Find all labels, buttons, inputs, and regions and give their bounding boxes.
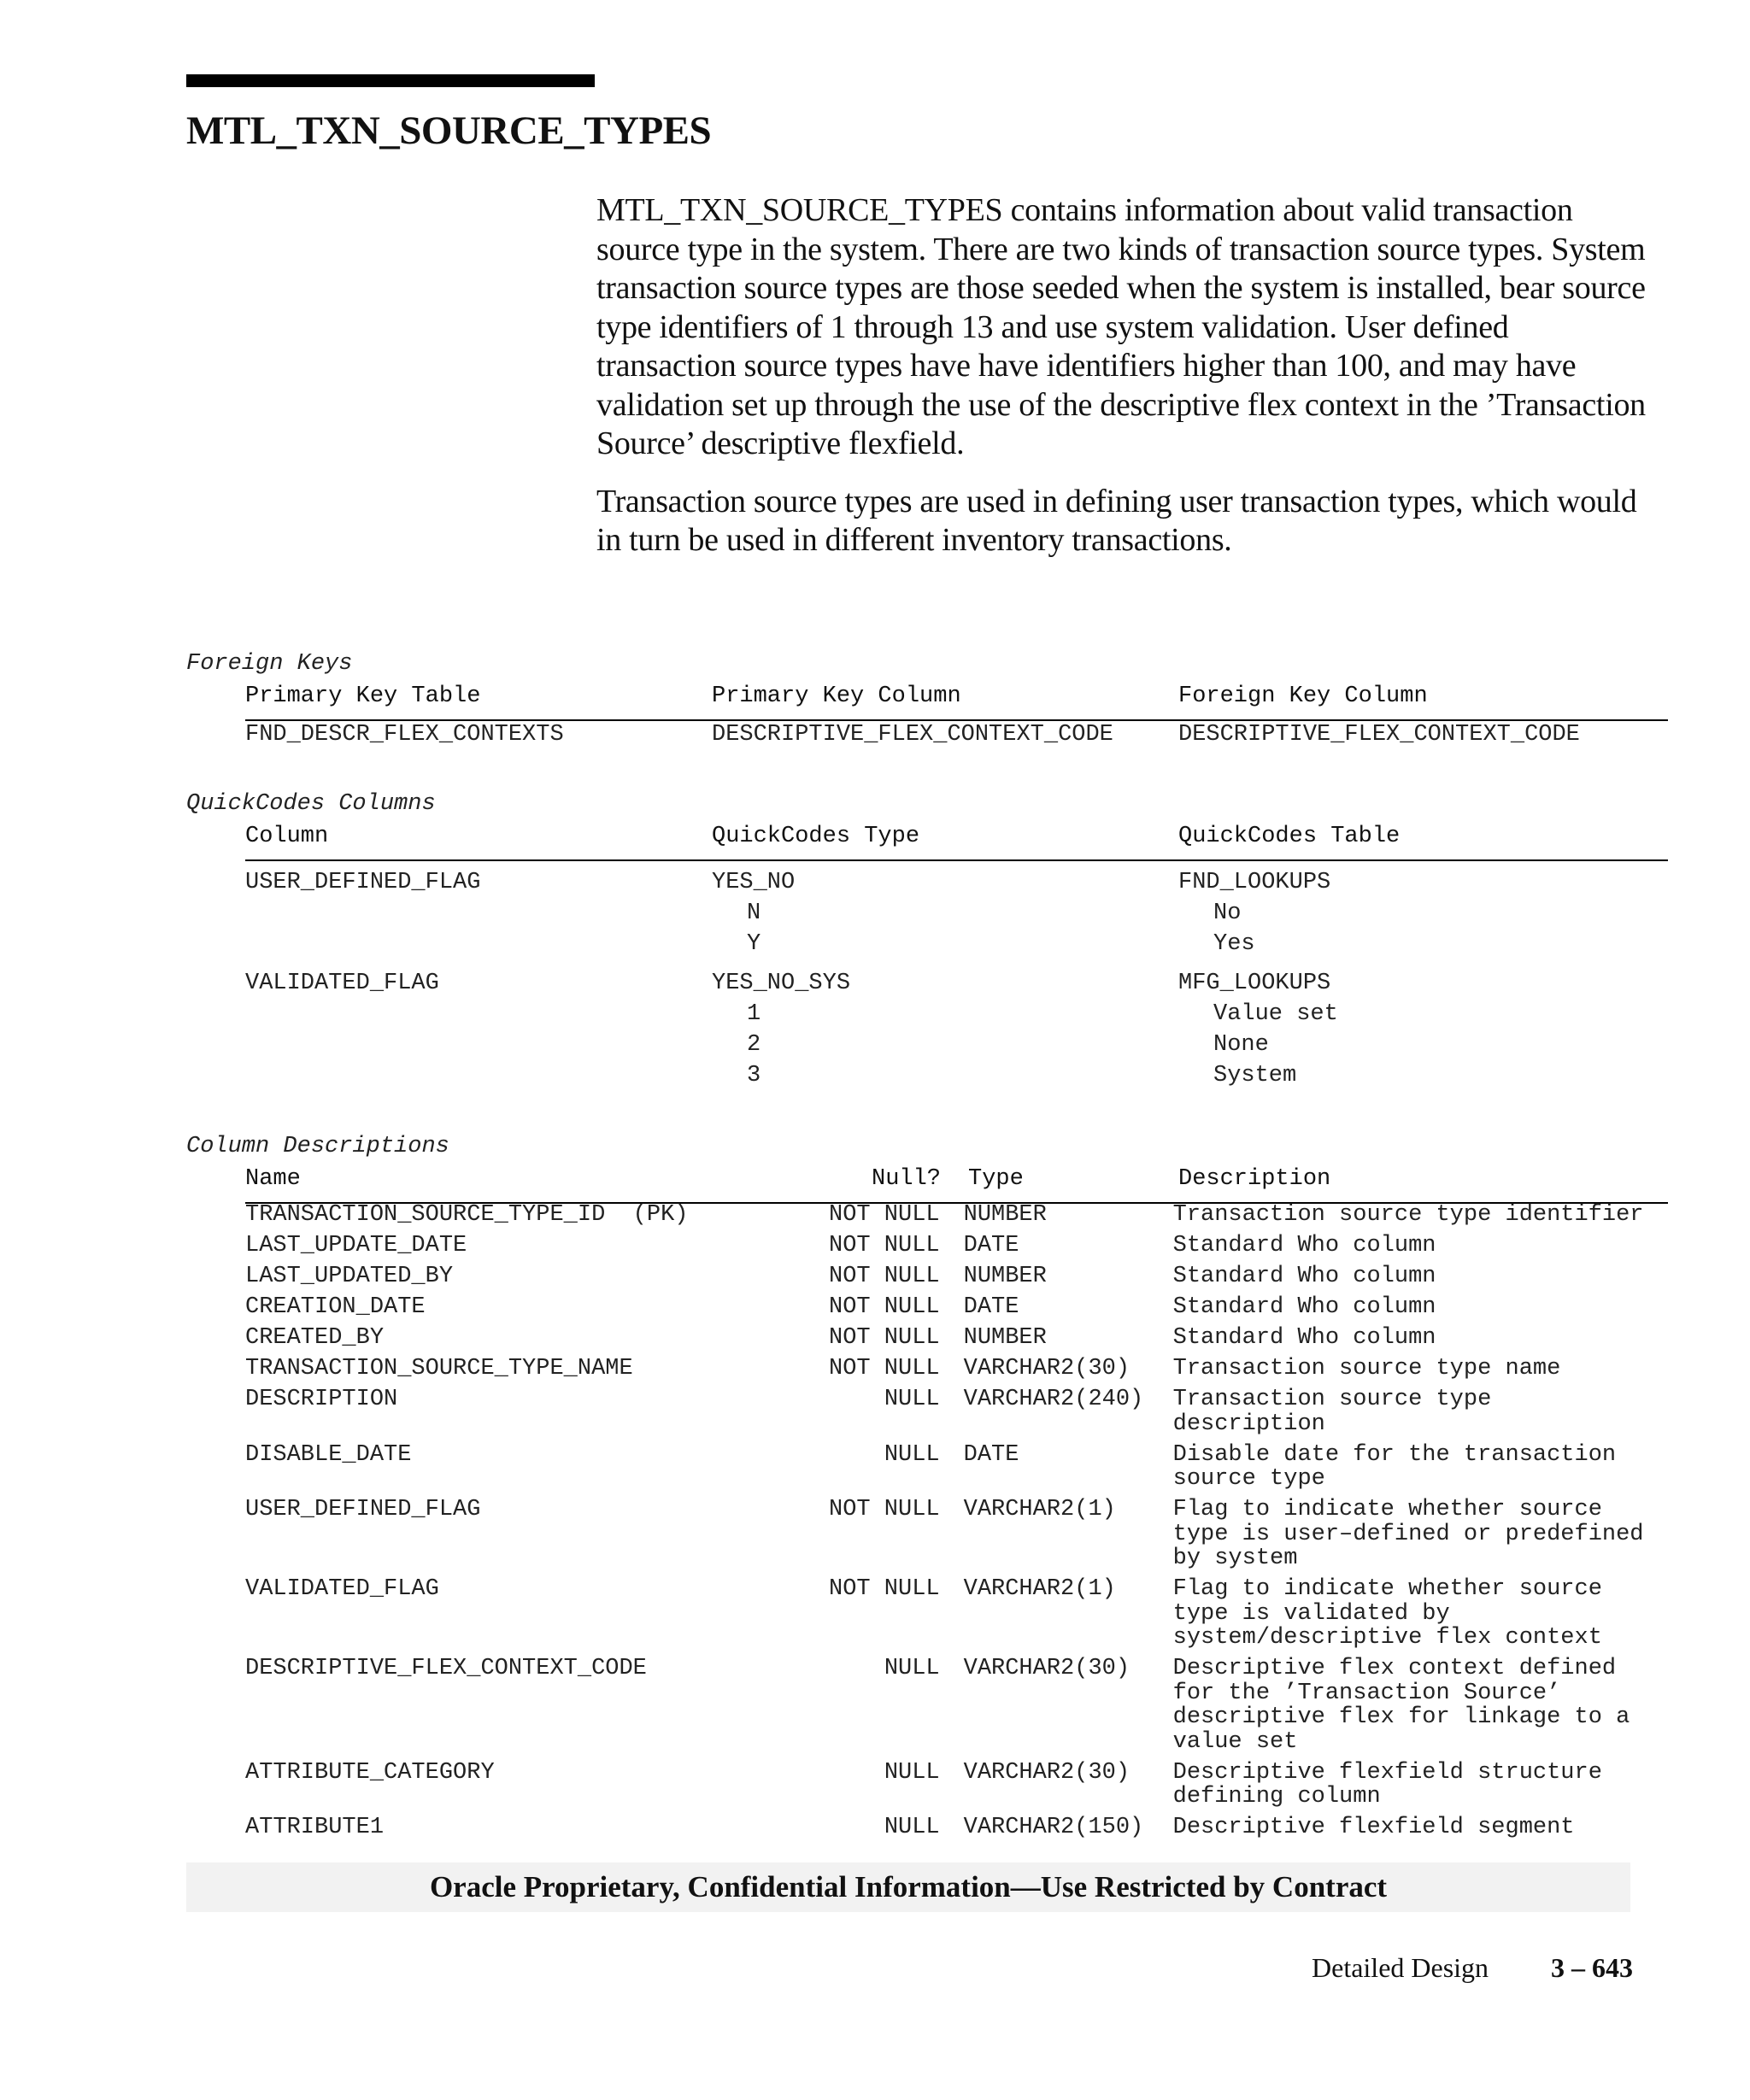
column-descriptions-table xyxy=(245,1203,1652,1846)
column-name: ATTRIBUTE_CATEGORY xyxy=(245,1759,495,1786)
column-type: VARCHAR2(30) xyxy=(963,1356,1130,1381)
column-null: NOT NULL xyxy=(829,1202,940,1228)
column-type: NUMBER xyxy=(963,1325,1047,1351)
column-null: NOT NULL xyxy=(829,1264,940,1289)
table-row xyxy=(245,1577,1652,1657)
column-description: Transaction source type description xyxy=(1172,1387,1492,1437)
column-null: NULL xyxy=(884,1387,940,1412)
column-type: DATE xyxy=(963,1233,1019,1258)
fk-header-foreign-key-column: Foreign Key Column xyxy=(1178,683,1428,709)
qc-header-type: QuickCodes Type xyxy=(712,824,920,849)
column-null: NOT NULL xyxy=(829,1233,940,1258)
column-type: NUMBER xyxy=(963,1202,1047,1228)
qc-code: N xyxy=(747,900,761,926)
column-description: Flag to indicate whether source type is user–defined or predefined by system xyxy=(1172,1497,1644,1571)
quickcodes-label: QuickCodes Columns xyxy=(186,791,436,817)
column-description: Standard Who column xyxy=(1172,1264,1436,1289)
table-row xyxy=(245,1203,1652,1234)
qc-type: YES_NO xyxy=(712,870,796,895)
column-description: Descriptive flexfield segment xyxy=(1172,1815,1575,1840)
column-name: LAST_UPDATE_DATE xyxy=(245,1233,467,1258)
column-description: Descriptive flex context defined for the ’Transaction Source’ descriptive flex for linkage to a value set xyxy=(1172,1656,1630,1755)
table-row xyxy=(245,1443,1652,1499)
column-name: USER_DEFINED_FLAG xyxy=(245,1497,481,1522)
table-row xyxy=(245,1657,1652,1761)
fk-primary-key-table: FND_DESCR_FLEX_CONTEXTS xyxy=(245,722,564,748)
column-description: Standard Who column xyxy=(1172,1325,1436,1351)
table-row xyxy=(245,1498,1652,1577)
column-name: ATTRIBUTE1 xyxy=(245,1815,385,1840)
column-null: NULL xyxy=(884,1656,940,1681)
column-type: VARCHAR2(30) xyxy=(963,1656,1130,1681)
column-name: CREATION_DATE xyxy=(245,1294,426,1320)
qc-meaning: Value set xyxy=(1213,1001,1338,1027)
table-row xyxy=(245,1761,1652,1816)
column-descriptions-label: Column Descriptions xyxy=(186,1134,449,1159)
qc-type: YES_NO_SYS xyxy=(712,971,851,996)
qc-code: 1 xyxy=(747,1001,761,1027)
fk-header-primary-key-column: Primary Key Column xyxy=(712,683,961,709)
column-name: TRANSACTION_SOURCE_TYPE_NAME xyxy=(245,1356,633,1381)
table-row xyxy=(245,1326,1652,1357)
qc-meaning: Yes xyxy=(1213,931,1255,957)
column-description: Descriptive flexfield structure defining column xyxy=(1172,1759,1602,1810)
table-row xyxy=(245,1295,1652,1326)
column-name: VALIDATED_FLAG xyxy=(245,1576,439,1602)
column-type: VARCHAR2(150) xyxy=(963,1815,1144,1840)
column-type: DATE xyxy=(963,1294,1019,1320)
column-description: Disable date for the transaction source type xyxy=(1172,1441,1617,1492)
column-null: NULL xyxy=(884,1815,940,1840)
fk-foreign-key-column: DESCRIPTIVE_FLEX_CONTEXT_CODE xyxy=(1178,722,1580,748)
column-null: NOT NULL xyxy=(829,1497,940,1522)
cd-header-name: Name xyxy=(245,1166,301,1192)
column-type: VARCHAR2(1) xyxy=(963,1576,1116,1602)
column-null: NOT NULL xyxy=(829,1294,940,1320)
quickcodes-header xyxy=(245,824,1668,861)
table-row xyxy=(245,1234,1652,1264)
column-description: Transaction source type identifier xyxy=(1172,1202,1644,1228)
column-type: VARCHAR2(30) xyxy=(963,1759,1130,1786)
fk-header-primary-key-table: Primary Key Table xyxy=(245,683,481,709)
column-null: NOT NULL xyxy=(829,1356,940,1381)
table-row xyxy=(245,1357,1652,1387)
fk-primary-key-column: DESCRIPTIVE_FLEX_CONTEXT_CODE xyxy=(712,722,1113,748)
column-null: NOT NULL xyxy=(829,1325,940,1351)
table-row xyxy=(245,1387,1652,1443)
qc-code: 3 xyxy=(747,1063,761,1088)
heading-rule xyxy=(186,74,595,87)
column-description: Transaction source type name xyxy=(1172,1356,1561,1381)
page-number: 3 – 643 xyxy=(1551,1952,1633,1983)
foreign-keys-header xyxy=(245,683,1668,721)
footer-section-title: Detailed Design xyxy=(1312,1952,1489,1983)
intro-paragraph: Transaction source types are used in defining user transaction types, which would in turn be used in different inventory transactions. xyxy=(596,483,1637,558)
page-title: MTL_TXN_SOURCE_TYPES xyxy=(186,109,712,153)
column-name: DESCRIPTION xyxy=(245,1387,398,1412)
column-null: NOT NULL xyxy=(829,1576,940,1602)
column-type: DATE xyxy=(963,1441,1019,1468)
column-name: CREATED_BY xyxy=(245,1325,385,1351)
cd-header-null: Null? xyxy=(872,1166,942,1192)
column-description: Standard Who column xyxy=(1172,1233,1436,1258)
qc-code: 2 xyxy=(747,1032,761,1058)
column-name: TRANSACTION_SOURCE_TYPE_ID (PK) xyxy=(245,1202,689,1228)
column-description: Flag to indicate whether source type is validated by system/descriptive flex context xyxy=(1172,1576,1602,1651)
table-row xyxy=(245,1264,1652,1295)
qc-header-table: QuickCodes Table xyxy=(1178,824,1401,849)
column-type: NUMBER xyxy=(963,1264,1047,1289)
intro-paragraph: MTL_TXN_SOURCE_TYPES contains information about valid transaction source type in the system. There are two kinds of transaction source types. System transaction source types are those seeded when the system is installed, bear source type identifiers of 1 through 13 and use system validation. User defined transaction source types have have identifiers higher than 100, and may have validation set up through the use of the descriptive flex context in the ’Transaction Source’ descriptive flexfield. xyxy=(596,192,1646,461)
column-description: Standard Who column xyxy=(1172,1294,1436,1320)
column-descriptions-header xyxy=(245,1166,1668,1204)
column-name: DISABLE_DATE xyxy=(245,1441,412,1468)
qc-table: MFG_LOOKUPS xyxy=(1178,971,1331,996)
qc-column: USER_DEFINED_FLAG xyxy=(245,870,481,895)
column-name: DESCRIPTIVE_FLEX_CONTEXT_CODE xyxy=(245,1656,647,1681)
table-row xyxy=(245,1816,1652,1846)
qc-meaning: None xyxy=(1213,1032,1269,1058)
column-type: VARCHAR2(1) xyxy=(963,1497,1116,1522)
column-name: LAST_UPDATED_BY xyxy=(245,1264,454,1289)
qc-code: Y xyxy=(747,931,761,957)
column-type: VARCHAR2(240) xyxy=(963,1387,1144,1412)
qc-meaning: System xyxy=(1213,1063,1297,1088)
qc-header-column: Column xyxy=(245,824,329,849)
qc-meaning: No xyxy=(1213,900,1242,926)
qc-table: FND_LOOKUPS xyxy=(1178,870,1331,895)
confidentiality-notice: Oracle Proprietary, Confidential Information––Use Restricted by Contract xyxy=(186,1862,1630,1912)
cd-header-type: Type xyxy=(968,1166,1024,1192)
intro-text xyxy=(596,191,1656,579)
cd-header-description: Description xyxy=(1178,1166,1331,1192)
qc-column: VALIDATED_FLAG xyxy=(245,971,439,996)
column-null: NULL xyxy=(884,1441,940,1468)
column-null: NULL xyxy=(884,1759,940,1786)
foreign-keys-label: Foreign Keys xyxy=(186,651,353,677)
